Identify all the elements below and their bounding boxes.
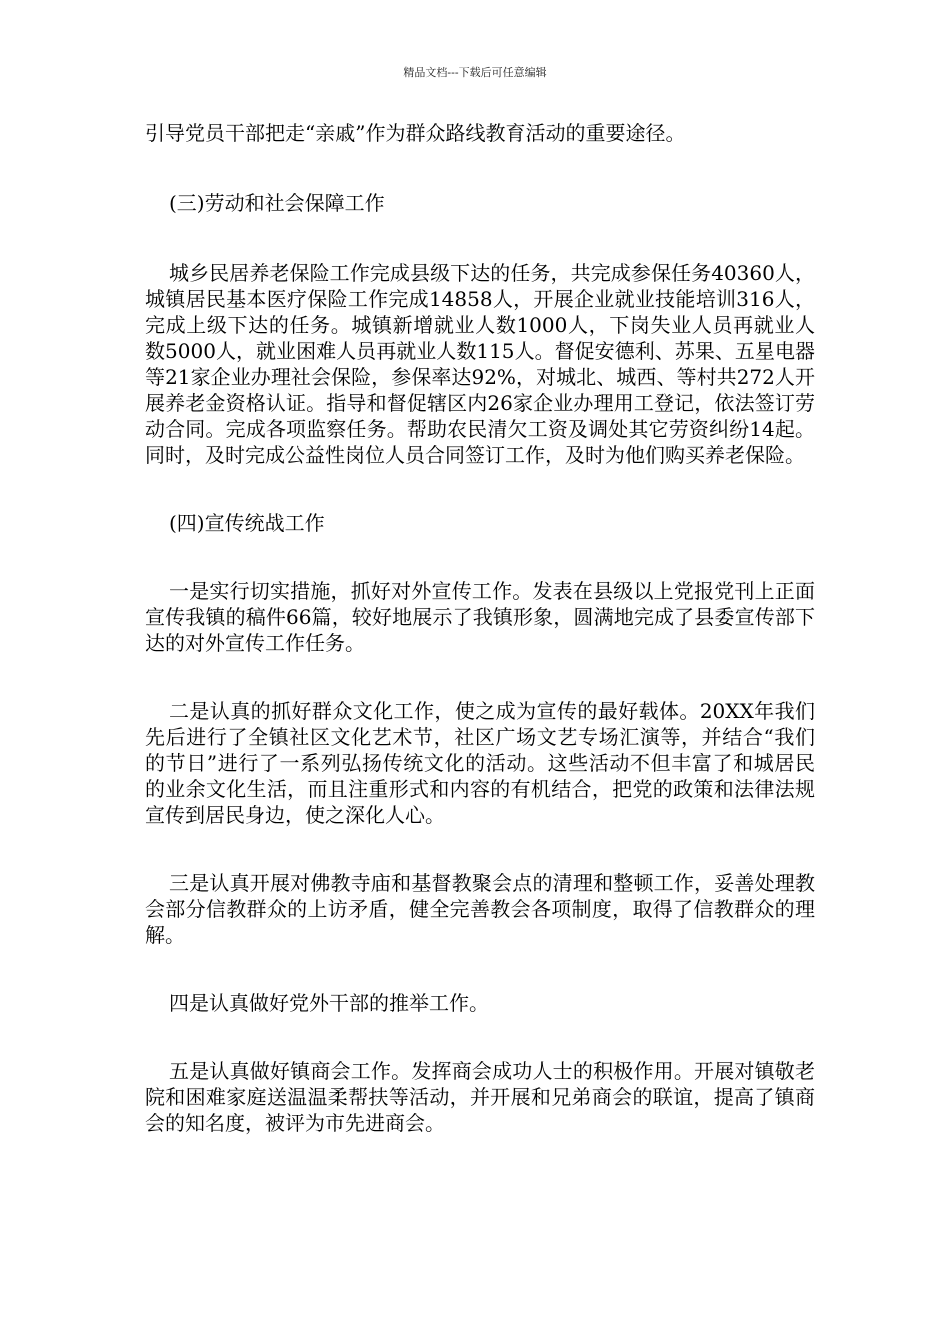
paragraph-continuation: 引导党员干部把走“亲戚”作为群众路线教育活动的重要途径。 <box>145 121 686 145</box>
paragraph-labor-security: 城乡民居养老保险工作完成县级下达的任务，共完成参保任务40360人，城镇居民基本医疗保险工作完成14858人，开展企业就业技能培训316人，完成上级下达的任务。城镇新增就业人数1000人，下岗失业人员再就业人数5000人，就业困难人员再就业人数115人。督促安德利、苏果、五星电器等21家企业办理社会保险，参保率达92%，对城北、城西、等村共272人开展养老金资格认证。指导和督促辖区内26家企业办理用工登记，依法签订劳动合同。完成各项监察任务。帮助农民清欠工资及调处其它劳资纠纷14起。同时，及时完成公益性岗位人员合同签订工作，及时为他们购买养老保险。 <box>145 261 815 467</box>
paragraph-publicity-1: 一是实行切实措施，抓好对外宣传工作。发表在县级以上党报党刊上正面宣传我镇的稿件66篇，较好地展示了我镇形象，圆满地完成了县委宣传部下达的对外宣传工作任务。 <box>145 579 815 655</box>
paragraph-publicity-5: 五是认真做好镇商会工作。发挥商会成功人士的积极作用。开展对镇敬老院和困难家庭送温温柔帮扶等活动，并开展和兄弟商会的联谊，提高了镇商会的知名度，被评为市先进商会。 <box>145 1059 815 1135</box>
section-heading-publicity: (四)宣传统战工作 <box>169 511 325 535</box>
document-body <box>145 120 815 1136</box>
paragraph-publicity-3: 三是认真开展对佛教寺庙和基督教聚会点的清理和整顿工作，妥善处理教会部分信教群众的上访矛盾，健全完善教会各项制度，取得了信教群众的理解。 <box>145 871 815 947</box>
page-header: 精品文档---下载后可任意编辑 <box>403 66 547 79</box>
paragraph-publicity-2: 二是认真的抓好群众文化工作，使之成为宣传的最好载体。20XX年我们先后进行了全镇社区文化艺术节，社区广场文艺专场汇演等，并结合“我们的节日”进行了一系列弘扬传统文化的活动。这些活动不但丰富了和城居民的业余文化生活，而且注重形式和内容的有机结合，把党的政策和法律法规宣传到居民身边，使之深化人心。 <box>145 699 815 827</box>
section-heading-labor-security: (三)劳动和社会保障工作 <box>169 191 385 215</box>
paragraph-publicity-4: 四是认真做好党外干部的推举工作。 <box>169 991 489 1015</box>
